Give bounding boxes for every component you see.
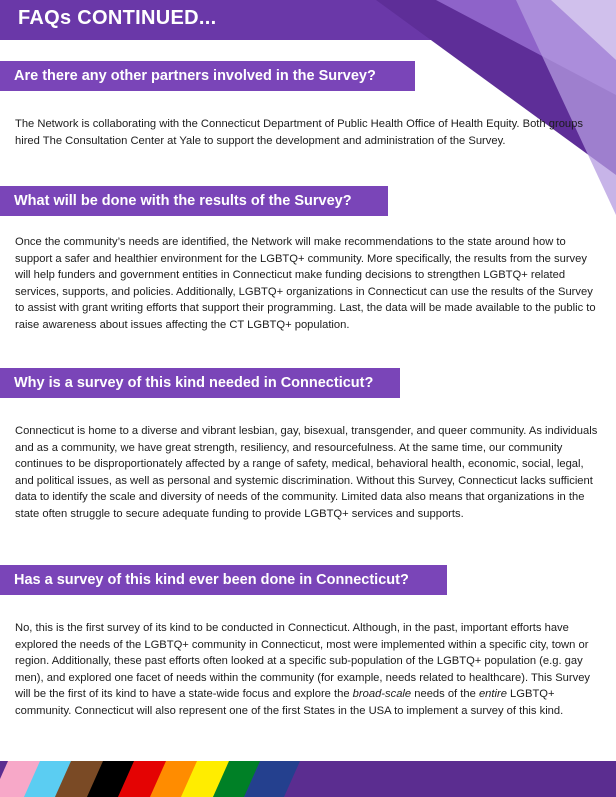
decorative-triangles (376, 0, 616, 215)
answer-text: LGBTQ+ community. Connecticut will also represent one of the first States in the USA to implement a survey of this kind. (15, 688, 564, 717)
faq-answer-partners: The Network is collaborating with the Connecticut Department of Public Health Office of Health Equity. Both groups hired The Consultation Center at Yale to support the development and administration of the Survey. (15, 118, 583, 147)
faq-question-results: What will be done with the results of the Survey? (0, 186, 388, 216)
answer-emphasis: entire (478, 688, 507, 700)
faq-answer-results: Once the community’s needs are identified, the Network will make recommendations to the state around how to support a safer and healthier environment for the LGBTQ+ community. More specifically, the results from the survey will help funders and government entities in Connecticut make funding decisions to strengthen LGBTQ+ related services, supports, and policies. Additionally, LGBTQ+ organizations in Connecticut can use the results of the Survey to assist with grant writing efforts that support their programming. Last, the data will be made available to the public to raise awareness about issues affecting the CT LGBTQ+ population. (15, 236, 596, 331)
answer-emphasis: broad-scale (352, 688, 412, 700)
answer-text: needs of the (411, 688, 479, 700)
footer-pride-stripe (0, 761, 616, 797)
page-title: FAQs CONTINUED... (18, 7, 217, 29)
faq-answer-done-before (15, 620, 605, 719)
faq-question-why-needed: Why is a survey of this kind needed in Connecticut? (0, 368, 400, 398)
faq-answer-why-needed: Connecticut is home to a diverse and vibrant lesbian, gay, bisexual, transgender, and queer community. As individuals and as a community, we have great strength, resiliency, and resourcefulness. At the same time, our community continues to be disproportionately affected by a range of safety, medical, behavioral health, economic, social, legal, and political issues, as well as personal and systemic discrimination. Without this Survey, Connecticut lacks sufficient data to identify the scale and diversity of needs of the community. Limited data also means that organizations in the state often struggle to secure adequate funding to provide LGBTQ+ services and supports. (15, 425, 598, 520)
faq-question-partners: Are there any other partners involved in the Survey? (0, 61, 415, 91)
answer-text: No, this is the first survey of its kind to be conducted in Connecticut. Although, in the past, important efforts have explored the needs of the LGBTQ+ community in Connecticut, most were implemented within a specific city, town or region. Additionally, these past efforts often looked at a specific sub-population of the LGBTQ+ population (e.g. gay men), and explored one facet of needs within the community (for example, needs related to healthcare). This Survey will be the first of its kind to have a state-wide focus and explore the (15, 622, 591, 700)
faq-question-done-before: Has a survey of this kind ever been done in Connecticut? (0, 565, 447, 595)
